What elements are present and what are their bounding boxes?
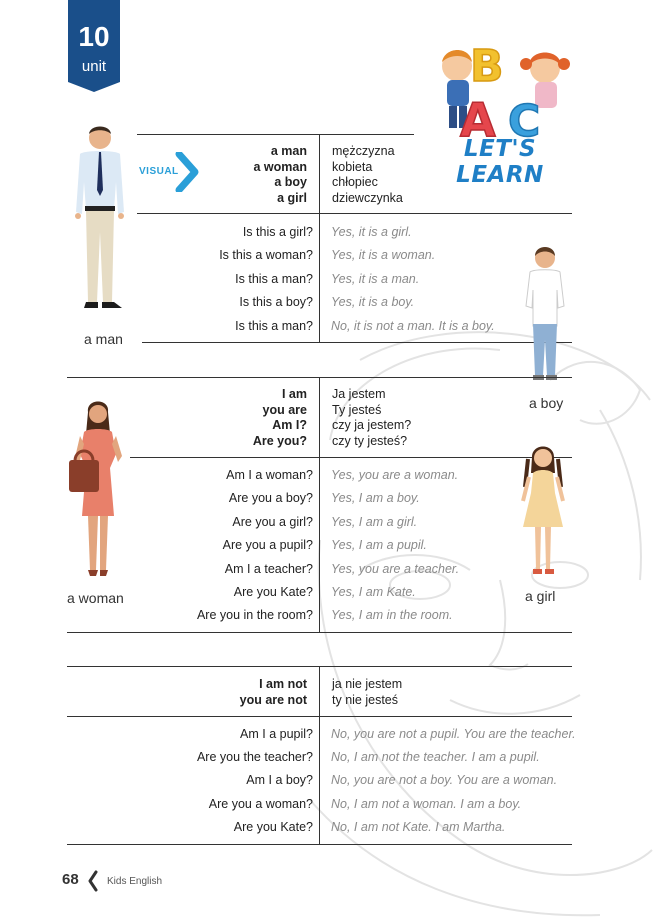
answer: Yes, I am a boy.: [331, 491, 420, 505]
question: Is this a boy?: [239, 295, 313, 309]
answer: No, I am not a woman. I am a boy.: [331, 797, 522, 811]
answer: Yes, I am a girl.: [331, 515, 418, 529]
vocab-translation: Ja jestem: [332, 387, 386, 401]
section1-bottom-rule: [142, 342, 572, 343]
vocab-translation: ty nie jesteś: [332, 692, 399, 707]
question: Am I a boy?: [246, 773, 313, 787]
section3-divider: [319, 666, 320, 844]
vocab-translation: chłopiec: [332, 175, 378, 190]
section3-bottom-rule: [67, 844, 572, 845]
question: Are you in the room?: [196, 608, 313, 622]
vocab-item: a girl: [277, 190, 307, 205]
section3-vocab-english: [200, 677, 307, 708]
vocab-item: you are not: [239, 692, 307, 707]
book-title: Kids English: [107, 876, 163, 887]
vocab-translation: ja nie jestem: [332, 677, 403, 691]
unit-badge: [68, 0, 120, 92]
question: Am I a pupil?: [240, 727, 313, 741]
answer: No, I am not Kate. I am Martha.: [331, 820, 506, 834]
boy-illustration: [520, 244, 570, 382]
section2-vocab-polish: [332, 387, 411, 449]
vocab-item: a woman: [253, 159, 307, 174]
answer: Yes, I am Kate.: [331, 585, 416, 599]
answer: No, you are not a pupil. You are the teacher.: [331, 727, 576, 741]
answer: Yes, you are a teacher.: [331, 562, 460, 576]
visual-label: VISUAL: [139, 166, 179, 177]
section2-vocab-english: [200, 387, 307, 449]
lets-learn-logo: [425, 36, 575, 188]
caption-woman: a woman: [67, 590, 124, 606]
vocab-item: Am I?: [272, 418, 307, 433]
abc-kids-illustration: [425, 36, 575, 141]
letter-b: B: [470, 41, 504, 92]
vocab-translation: Ty jesteś: [332, 402, 382, 417]
question: Are you the teacher?: [196, 750, 313, 764]
answer: Yes, it is a boy.: [331, 295, 415, 309]
section1-vocab-english: [200, 144, 307, 206]
answer: No, I am not the teacher. I am a pupil.: [331, 750, 540, 764]
answer: Yes, I am a pupil.: [331, 538, 427, 552]
answer: Yes, it is a woman.: [331, 248, 436, 262]
question: Are you a pupil?: [222, 538, 313, 552]
section1-vocab-polish: [332, 144, 403, 206]
woman-illustration: [66, 398, 132, 580]
chevron-right-icon: [175, 152, 199, 192]
man-illustration: [70, 122, 140, 317]
vocab-item: a boy: [274, 175, 307, 190]
section1-top-rule: [137, 134, 414, 135]
question: Are you Kate?: [233, 585, 313, 599]
caption-man: a man: [84, 331, 123, 347]
answer: Yes, I am in the room.: [331, 608, 453, 622]
section2-bottom-rule: [67, 632, 572, 633]
vocab-item: I am not: [259, 677, 307, 691]
section2-divider: [319, 377, 320, 632]
section2-mid-rule: [130, 457, 572, 458]
vocab-item: you are: [262, 402, 307, 417]
question: Are you a boy?: [228, 491, 313, 505]
unit-label: unit: [81, 58, 107, 75]
answer: No, it is not a man. It is a boy.: [331, 319, 495, 333]
question: Is this a girl?: [242, 225, 313, 239]
vocab-translation: kobieta: [332, 159, 373, 174]
answer: No, you are not a boy. You are a woman.: [331, 773, 558, 787]
vocab-translation: mężczyzna: [332, 144, 395, 158]
vocab-translation: czy ja jestem?: [332, 418, 412, 433]
answer: Yes, it is a girl.: [331, 225, 412, 239]
answer: Yes, you are a woman.: [331, 468, 459, 482]
vocab-item: Are you?: [252, 433, 307, 448]
question: Are you a woman?: [208, 797, 313, 811]
question: Are you Kate?: [233, 820, 313, 834]
vocab-translation: dziewczynka: [332, 190, 403, 205]
question: Are you a girl?: [232, 515, 313, 529]
girl-illustration: [519, 443, 567, 577]
letter-c: C: [508, 96, 541, 141]
question: Is this a man?: [235, 319, 313, 333]
question: Am I a woman?: [226, 468, 313, 482]
vocab-translation: czy ty jesteś?: [332, 433, 408, 448]
page-number: 68: [62, 871, 79, 888]
chevron-left-icon: [86, 870, 100, 892]
section1-divider: [319, 134, 320, 342]
section3-mid-rule: [67, 716, 572, 717]
logo-text: LET'S LEARN: [456, 136, 544, 188]
caption-boy: a boy: [529, 395, 564, 411]
letter-a: A: [460, 93, 496, 141]
answer: Yes, it is a man.: [331, 272, 420, 286]
caption-girl: a girl: [525, 588, 556, 604]
vocab-item: a man: [270, 144, 307, 158]
question: Is this a woman?: [219, 248, 313, 262]
section1-mid-rule: [137, 213, 572, 214]
vocab-item: I am: [281, 387, 307, 401]
question: Am I a teacher?: [224, 562, 313, 576]
section3-vocab-polish: [332, 677, 402, 708]
question: Is this a man?: [235, 272, 313, 286]
unit-number: 10: [78, 21, 110, 52]
